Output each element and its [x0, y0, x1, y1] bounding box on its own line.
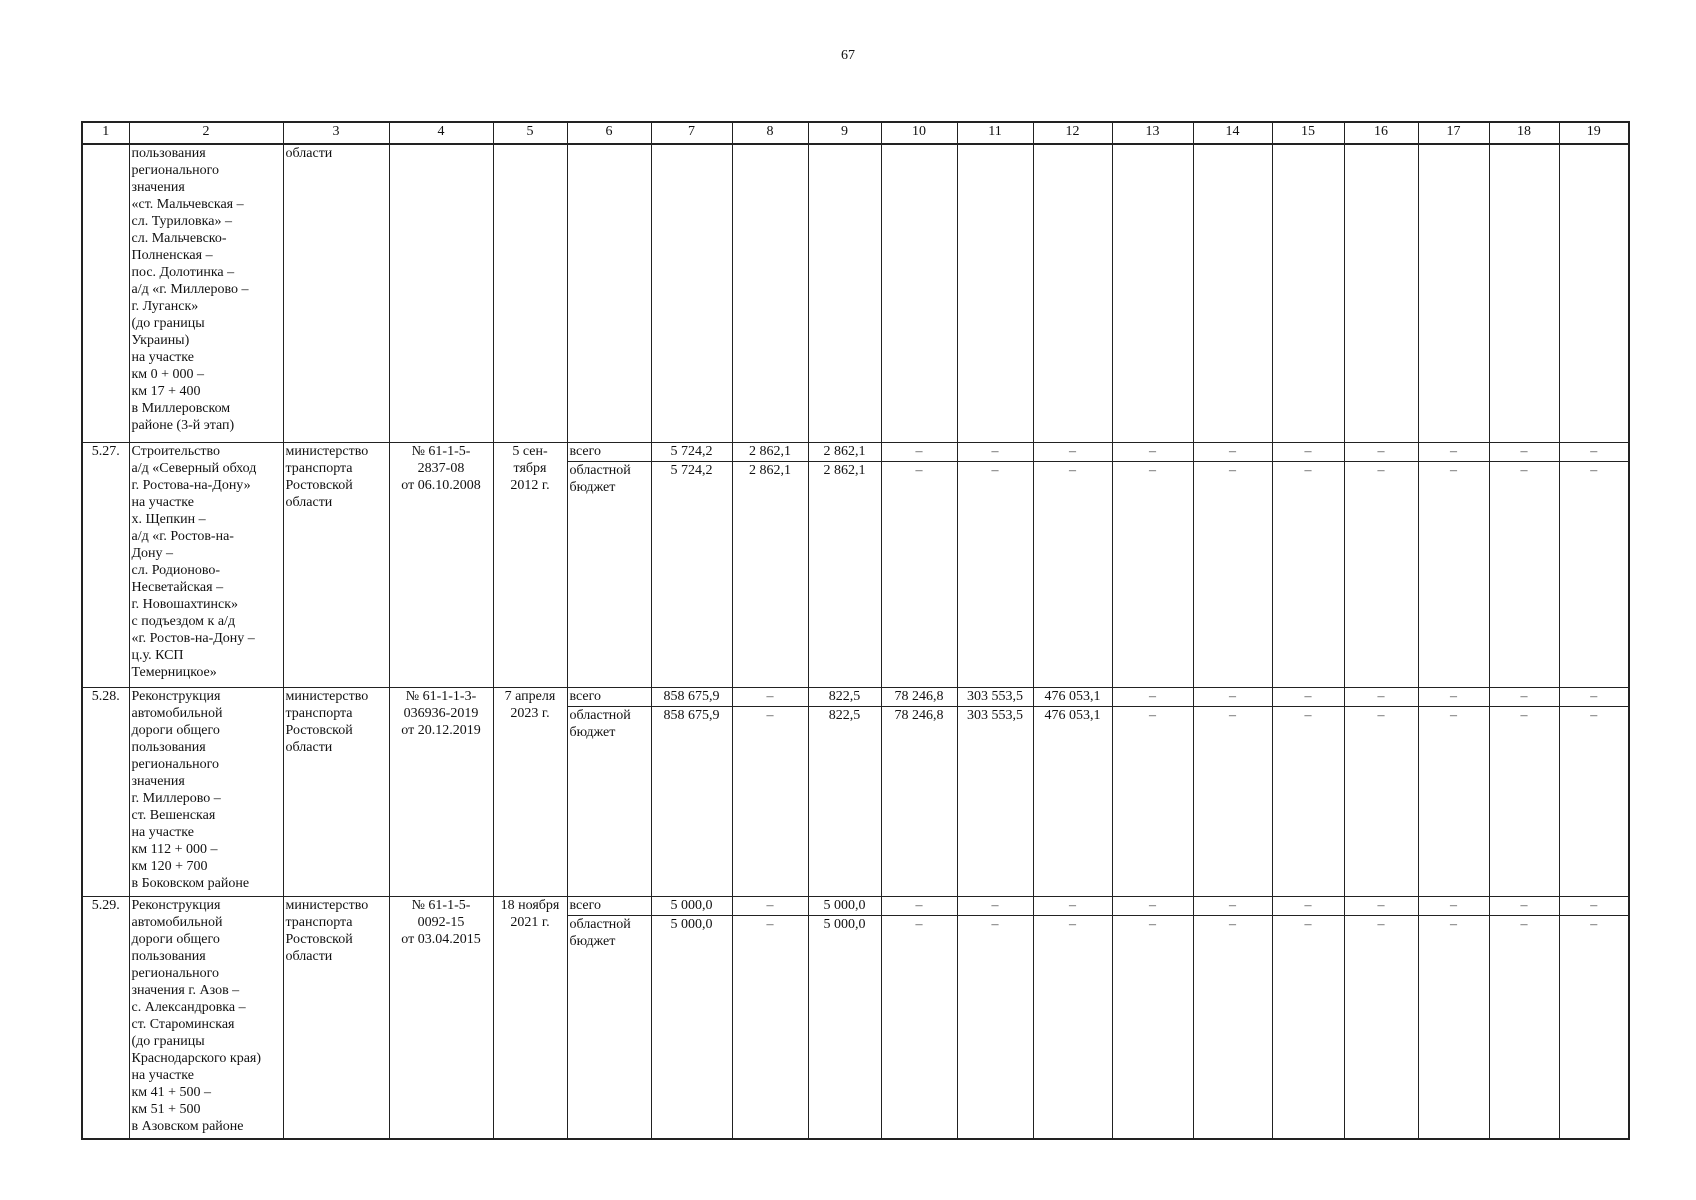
column-header: 9	[808, 122, 881, 144]
value-cell: –	[1112, 461, 1193, 687]
column-header: 18	[1489, 122, 1559, 144]
value-cell: –	[1344, 461, 1418, 687]
value-cell: –	[1489, 687, 1559, 706]
value-cell: –	[1272, 706, 1344, 896]
value-cell: –	[881, 915, 957, 1139]
value-cell: –	[1418, 915, 1489, 1139]
deadline-cell: 7 апреля 2023 г.	[493, 687, 567, 896]
value-cell: 2 862,1	[732, 442, 808, 461]
object-name-cell: пользования регионального значения «ст. Мальчевская – сл. Туриловка» – сл. Мальчевско- Полненская – пос. Долотинка – а/д «г. Миллерово – г. Луганск» (до границы Украины) на участке км 0 + 000 – км 17 + 400 в Миллеровском районе (3-й этап)	[129, 144, 283, 442]
value-cell: –	[1033, 896, 1112, 915]
funding-source-cell: всего	[567, 687, 651, 706]
funding-source-cell: областной бюджет	[567, 706, 651, 896]
value-cell: –	[1193, 442, 1272, 461]
value-cell: –	[1193, 687, 1272, 706]
value-cell: –	[1272, 461, 1344, 687]
value-cell: 303 553,5	[957, 687, 1033, 706]
column-header: 6	[567, 122, 651, 144]
deadline-cell: 18 ноября 2021 г.	[493, 896, 567, 1139]
empty-cell	[567, 144, 651, 442]
column-header: 16	[1344, 122, 1418, 144]
row-number-cell: 5.29.	[82, 896, 129, 1139]
column-header: 10	[881, 122, 957, 144]
empty-cell	[1489, 144, 1559, 442]
value-cell: –	[1033, 442, 1112, 461]
object-name-cell: Строительство а/д «Северный обход г. Ростова-на-Дону» на участке х. Щепкин – а/д «г. Ростов-на- Дону – сл. Родионово- Несветайская – г. Новошахтинск» с подъездом к а/д «г. Ростов-на-Дону – ц.у. КСП Темерницкое»	[129, 442, 283, 687]
value-cell: 858 675,9	[651, 706, 732, 896]
value-cell: –	[732, 896, 808, 915]
column-header: 14	[1193, 122, 1272, 144]
value-cell: –	[881, 461, 957, 687]
value-cell: –	[1489, 461, 1559, 687]
column-header: 7	[651, 122, 732, 144]
value-cell: –	[1559, 915, 1629, 1139]
column-header: 5	[493, 122, 567, 144]
value-cell: 5 000,0	[808, 915, 881, 1139]
value-cell: 5 000,0	[651, 915, 732, 1139]
project-row	[82, 442, 1629, 461]
funding-source-cell: всего	[567, 896, 651, 915]
value-cell: –	[1033, 915, 1112, 1139]
funding-source-cell: областной бюджет	[567, 915, 651, 1139]
column-header: 2	[129, 122, 283, 144]
value-cell: –	[1489, 442, 1559, 461]
customer-cell: министерство транспорта Ростовской области	[283, 442, 389, 687]
investment-table	[81, 121, 1630, 1140]
column-header: 3	[283, 122, 389, 144]
value-cell: 78 246,8	[881, 706, 957, 896]
value-cell: –	[732, 687, 808, 706]
value-cell: 2 862,1	[732, 461, 808, 687]
value-cell: 476 053,1	[1033, 706, 1112, 896]
empty-cell	[1272, 144, 1344, 442]
column-header: 13	[1112, 122, 1193, 144]
value-cell: –	[1272, 442, 1344, 461]
value-cell: –	[1112, 442, 1193, 461]
value-cell: –	[1272, 687, 1344, 706]
empty-cell	[651, 144, 732, 442]
value-cell: 822,5	[808, 706, 881, 896]
value-cell: –	[1489, 896, 1559, 915]
row-number-cell: 5.27.	[82, 442, 129, 687]
value-cell: –	[1559, 687, 1629, 706]
column-header: 17	[1418, 122, 1489, 144]
row-number-cell: 5.28.	[82, 687, 129, 896]
object-name-cell: Реконструкция автомобильной дороги общего пользования регионального значения г. Миллерово – ст. Вешенская на участке км 112 + 000 – км 120 + 700 в Боковском районе	[129, 687, 283, 896]
value-cell: 5 000,0	[651, 896, 732, 915]
value-cell: –	[881, 442, 957, 461]
value-cell: –	[1418, 896, 1489, 915]
value-cell: –	[1559, 442, 1629, 461]
value-cell: 78 246,8	[881, 687, 957, 706]
empty-cell	[1559, 144, 1629, 442]
column-number-row	[82, 122, 1629, 144]
column-header: 4	[389, 122, 493, 144]
value-cell: –	[1418, 461, 1489, 687]
column-header: 8	[732, 122, 808, 144]
value-cell: –	[1559, 706, 1629, 896]
value-cell: –	[1112, 915, 1193, 1139]
document-cell: № 61-1-1-3- 036936-2019 от 20.12.2019	[389, 687, 493, 896]
empty-cell	[957, 144, 1033, 442]
value-cell: 858 675,9	[651, 687, 732, 706]
value-cell: –	[1489, 915, 1559, 1139]
funding-source-cell: всего	[567, 442, 651, 461]
value-cell: –	[957, 442, 1033, 461]
row-number-cell	[82, 144, 129, 442]
document-cell: № 61-1-5- 0092-15 от 03.04.2015	[389, 896, 493, 1139]
value-cell: –	[1112, 706, 1193, 896]
value-cell: –	[1193, 461, 1272, 687]
empty-cell	[808, 144, 881, 442]
value-cell: –	[1344, 687, 1418, 706]
value-cell: –	[881, 896, 957, 915]
empty-cell	[1418, 144, 1489, 442]
project-row	[82, 687, 1629, 706]
project-row	[82, 896, 1629, 915]
value-cell: –	[1344, 706, 1418, 896]
value-cell: 822,5	[808, 687, 881, 706]
value-cell: –	[1112, 687, 1193, 706]
empty-cell	[1112, 144, 1193, 442]
value-cell: –	[1418, 706, 1489, 896]
value-cell: –	[732, 706, 808, 896]
document-cell: № 61-1-5- 2837-08 от 06.10.2008	[389, 442, 493, 687]
value-cell: –	[1344, 896, 1418, 915]
funding-source-cell: областной бюджет	[567, 461, 651, 687]
value-cell: –	[1193, 896, 1272, 915]
empty-cell	[389, 144, 493, 442]
value-cell: –	[1559, 896, 1629, 915]
value-cell: –	[1559, 461, 1629, 687]
value-cell: –	[957, 461, 1033, 687]
value-cell: –	[957, 896, 1033, 915]
value-cell: –	[1272, 915, 1344, 1139]
value-cell: 476 053,1	[1033, 687, 1112, 706]
value-cell: –	[957, 915, 1033, 1139]
value-cell: –	[1033, 461, 1112, 687]
empty-cell	[493, 144, 567, 442]
value-cell: 5 000,0	[808, 896, 881, 915]
value-cell: 2 862,1	[808, 442, 881, 461]
column-header: 1	[82, 122, 129, 144]
value-cell: –	[1418, 687, 1489, 706]
value-cell: –	[1193, 915, 1272, 1139]
value-cell: –	[732, 915, 808, 1139]
empty-cell	[1344, 144, 1418, 442]
customer-cell: министерство транспорта Ростовской области	[283, 687, 389, 896]
value-cell: 5 724,2	[651, 442, 732, 461]
value-cell: 2 862,1	[808, 461, 881, 687]
value-cell: –	[1272, 896, 1344, 915]
column-header: 12	[1033, 122, 1112, 144]
deadline-cell: 5 сен- тября 2012 г.	[493, 442, 567, 687]
empty-cell	[881, 144, 957, 442]
value-cell: –	[1489, 706, 1559, 896]
empty-cell	[732, 144, 808, 442]
value-cell: 5 724,2	[651, 461, 732, 687]
column-header: 11	[957, 122, 1033, 144]
empty-cell	[1033, 144, 1112, 442]
page-number: 67	[841, 48, 855, 63]
continuation-row	[82, 144, 1629, 442]
object-name-cell: Реконструкция автомобильной дороги общего пользования регионального значения г. Азов – с. Александровка – ст. Староминская (до границы Краснодарского края) на участке км 41 + 500 – км 51 + 500 в Азовском районе	[129, 896, 283, 1139]
column-header: 19	[1559, 122, 1629, 144]
customer-cell: области	[283, 144, 389, 442]
value-cell: –	[1112, 896, 1193, 915]
value-cell: –	[1344, 915, 1418, 1139]
value-cell: –	[1193, 706, 1272, 896]
column-header: 15	[1272, 122, 1344, 144]
value-cell: –	[1344, 442, 1418, 461]
value-cell: –	[1418, 442, 1489, 461]
empty-cell	[1193, 144, 1272, 442]
value-cell: 303 553,5	[957, 706, 1033, 896]
customer-cell: министерство транспорта Ростовской области	[283, 896, 389, 1139]
